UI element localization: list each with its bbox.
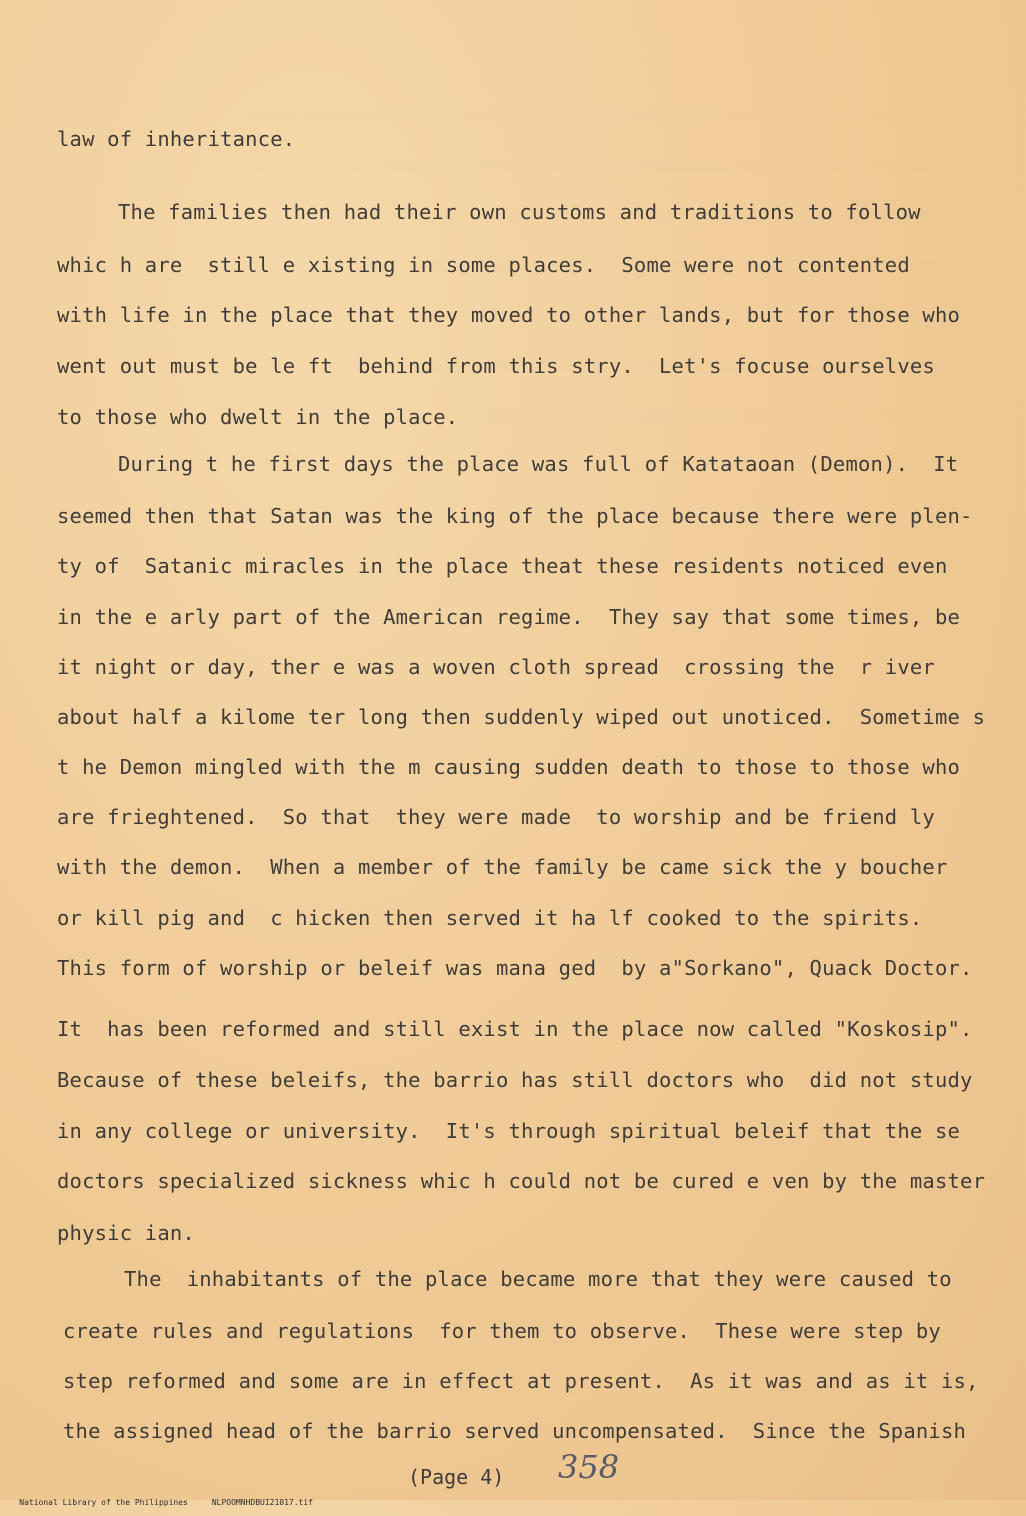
text-line: to those who dwelt in the place. (57, 405, 459, 429)
text-line: ty of Satanic miracles in the place theat these residents noticed even (57, 554, 948, 578)
page-number: (Page 4) (408, 1465, 505, 1489)
text-line: Because of these beleifs, the barrio has still doctors who did not study (57, 1068, 973, 1092)
text-line: t he Demon mingled with the m causing sudden death to those to those who (57, 755, 961, 779)
text-line: seemed then that Satan was the king of the place because there were plen- (57, 504, 973, 528)
text-line: the assigned head of the barrio served uncompensated. Since the Spanish (63, 1419, 967, 1443)
footer-library-name: National Library of the Philippines (19, 1498, 188, 1507)
text-line: During t he first days the place was full of Katataoan (Demon). It (118, 452, 959, 476)
text-line: The inhabitants of the place became more that they were caused to (124, 1267, 952, 1291)
text-line: create rules and regulations for them to observe. These were step by (63, 1319, 941, 1343)
text-line: are frieghtened. So that they were made to worship and be friend ly (57, 805, 935, 829)
text-line: in any college or university. It's through spiritual beleif that the se (57, 1119, 961, 1143)
text-line: or kill pig and c hicken then served it ha lf cooked to the spirits. (57, 906, 923, 930)
text-line: about half a kilome ter long then suddenly wiped out unoticed. Sometime s (57, 705, 986, 729)
text-line: The families then had their own customs and traditions to follow (118, 200, 921, 224)
text-line: went out must be le ft behind from this stry. Let's focuse ourselves (57, 354, 935, 378)
text-line: with life in the place that they moved to other lands, but for those who (57, 303, 961, 327)
text-line: in the e arly part of the American regime. They say that some times, be (57, 605, 961, 629)
text-line: doctors specialized sickness whic h could not be cured e ven by the master (57, 1169, 986, 1193)
text-line: law of inheritance. (57, 127, 296, 151)
archive-footer (0, 1489, 337, 1516)
text-line: whic h are still e xisting in some places. Some were not contented (57, 253, 910, 277)
text-line: it night or day, ther e was a woven cloth spread crossing the r iver (57, 655, 935, 679)
text-line: with the demon. When a member of the family be came sick the y boucher (57, 855, 948, 879)
text-line: physic ian. (57, 1221, 195, 1245)
text-line: This form of worship or beleif was mana ged by a"Sorkano", Quack Doctor. (57, 956, 973, 980)
text-line: It has been reformed and still exist in the place now called "Koskosip". (57, 1017, 973, 1041)
handwritten-folio-number: 358 (558, 1448, 620, 1486)
text-line: step reformed and some are in effect at present. As it was and as it is, (63, 1369, 979, 1393)
footer-file-name: NLPOOMNHDBUI21017.tif (211, 1498, 313, 1507)
